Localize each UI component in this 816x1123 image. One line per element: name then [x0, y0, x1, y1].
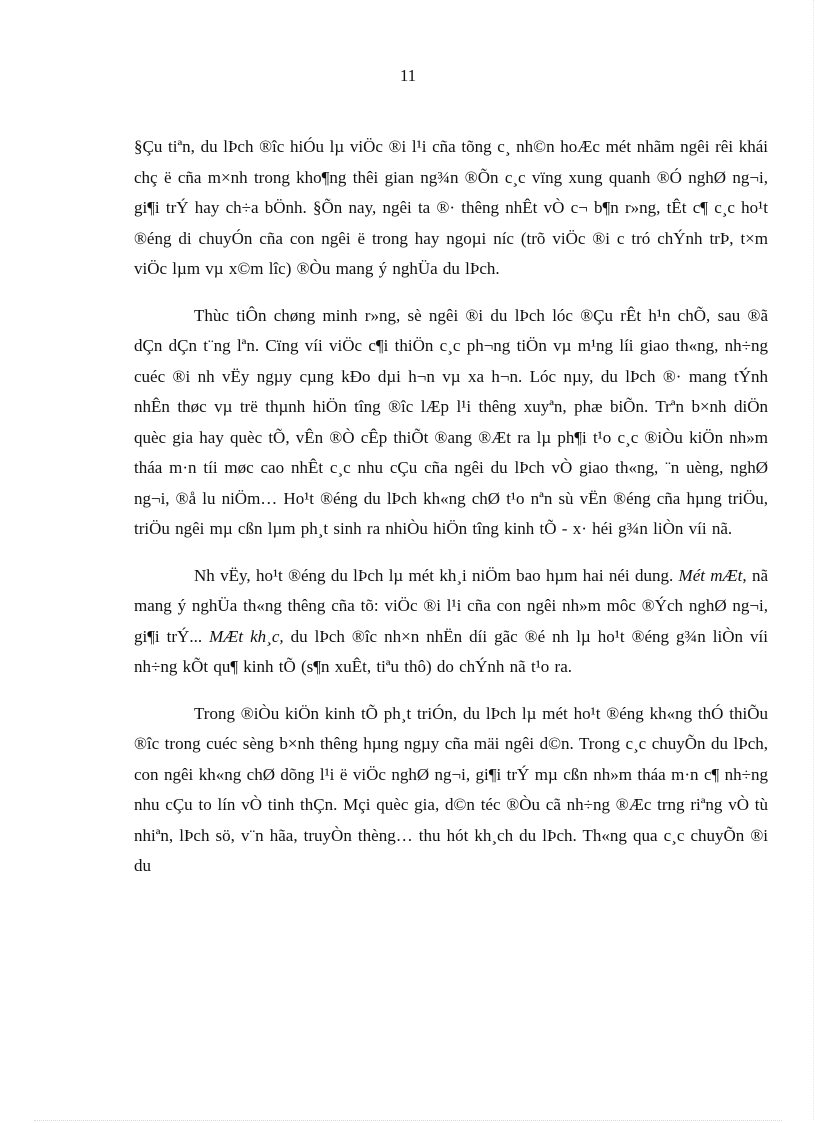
paragraph-3-text: nã mang ý nghÜa th«ng thêng cña tõ: viÖc ®i l¹i cña con ngêi nh»m môc ®Ých nghØ ng¬i, gi¶i trÝ... — [134, 565, 769, 646]
page-edge-divider — [813, 0, 814, 1120]
paragraph-3 — [134, 561, 768, 683]
paragraph-3-emphasis-one-side: Mét mÆt, — [678, 565, 747, 585]
document-body — [134, 132, 768, 882]
paragraph-3-text: Nh vËy, ho¹t ®éng du lÞch lµ mét kh¸i niÖm bao hµm hai néi dung. — [194, 565, 679, 585]
paragraph-3-emphasis-other-side: MÆt kh¸c, — [209, 626, 284, 646]
paragraph-4: Trong ®iÒu kiÖn kinh tÕ ph¸t triÓn, du lÞch lµ mét ho¹t ®éng kh«ng thÓ thiÕu ®îc trong cuéc sèng b×nh thêng hµng ngµy cña mäi ngêi d©n. Trong c¸c chuyÕn du lÞch, con ngêi kh«ng chØ dõng l¹i ë viÖc nghØ ng¬i, gi¶i trÝ mµ cßn nh»m tháa m·n c¶ nh÷ng nhu cÇu to lín vÒ tinh thÇn. Mçi quèc gia, d©n téc ®Òu cã nh÷ng ®Æc trng riªng vÒ tù nhiªn, lÞch sö, v¨n hãa, truyÒn thèng… thu hót kh¸ch du lÞch. Th«ng qua c¸c chuyÕn ®i du — [134, 703, 768, 875]
paragraph-3-text: du lÞch ®îc nh×n nhËn díi gãc ®é nh lµ ho¹t ®éng g¾n liÒn víi nh÷ng kÕt qu¶ kinh tÕ (s¶n xuÊt, tiªu thô) do chÝnh nã t¹o ra. — [134, 626, 768, 676]
paragraph-1: §Çu tiªn, du lÞch ®îc hiÓu lµ viÖc ®i l¹i cña tõng c¸ nh©n hoÆc mét nhãm ngêi rêi khái chç ë cña m×nh trong kho¶ng thêi gian ng¾n ®Õn c¸c vïng xung quanh ®Ó nghØ ng¬i, gi¶i trÝ hay ch÷a bÖnh. §Õn nay, ngêi ta ®· thêng nhÊt vÒ c¬ b¶n r»ng, tÊt c¶ c¸c ho¹t ®éng di chuyÓn cña con ngêi ë trong hay ngoµi níc (trõ viÖc ®i c tró chÝnh trÞ, t×m viÖc lµm vµ x©m lîc) ®Òu mang ý nghÜa du lÞch. — [134, 137, 768, 278]
page-number: 11 — [399, 66, 417, 85]
paragraph-2: Thùc tiÔn chøng minh r»ng, sè ngêi ®i du lÞch lóc ®Çu rÊt h¹n chÕ, sau ®ã dÇn dÇn t¨ng lªn. Cïng víi viÖc c¶i thiÖn c¸c ph¬ng tiÖn vµ m¹ng líi giao th«ng, nh÷ng cuéc ®i nh vËy ngµy cµng kÐo dµi h¬n vµ xa h¬n. Lóc nµy, du lÞch ®· mang tÝnh nhÊn thøc vµ trë thµnh hiÖn tîng ®îc lÆp l¹i thêng xuyªn, phæ biÕn. Trªn b×nh diÖn quèc gia hay quèc tÕ, vÊn ®Ò cÊp thiÕt ®ang ®Æt ra lµ ph¶i t¹o c¸c ®iÒu kiÖn nh»m tháa m·n tíi møc cao nhÊt c¸c nhu cÇu cña ngêi du lÞch vÒ giao th«ng, ¨n uèng, nghØ ng¬i, ®å lu niÖm… Ho¹t ®éng du lÞch kh«ng chØ t¹o nªn sù vËn ®éng cña hµng triÖu, triÖu ngêi mµ cßn lµm ph¸t sinh ra nhiÒu hiÖn tîng kinh tÕ - x· héi g¾n liÒn víi nã. — [134, 305, 768, 538]
page-bottom-divider — [34, 1120, 782, 1121]
